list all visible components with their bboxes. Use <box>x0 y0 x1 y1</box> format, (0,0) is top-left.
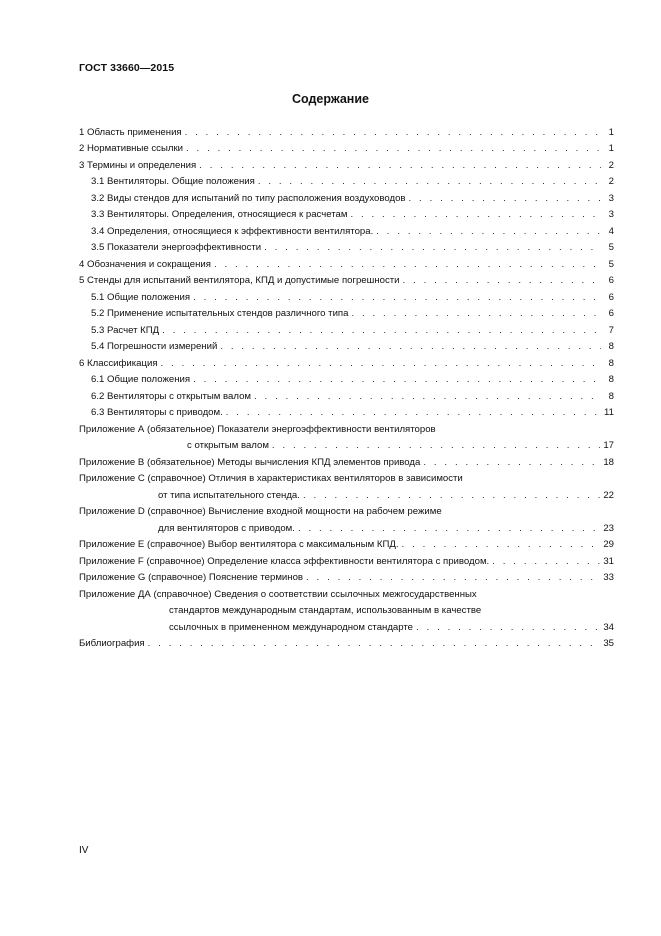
toc-entry-line <box>79 205 614 222</box>
toc-page-number: 8 <box>608 341 614 352</box>
leader-dots <box>226 407 601 419</box>
toc-entry-text: 5.3 Расчет КПД <box>91 324 160 336</box>
toc-entry-line <box>79 155 614 172</box>
toc-entry-line <box>79 551 614 568</box>
toc-entry-line <box>79 485 614 502</box>
toc-page-number: 33 <box>603 572 614 583</box>
toc-entry-text: 3.3 Вентиляторы. Определения, относящиеся к расчетам <box>91 209 348 220</box>
leader-dots <box>350 209 601 221</box>
toc-entry-line <box>79 601 614 618</box>
toc-entry-text: Приложение G (справочное) Пояснение терминов <box>79 572 304 583</box>
toc-entry-line <box>79 386 614 403</box>
toc-entry-text: 5.2 Применение испытательных стендов различного типа <box>91 308 349 319</box>
toc-entry-line <box>79 139 614 156</box>
toc-page-number: 31 <box>603 555 614 567</box>
toc-page-number: 1 <box>608 143 614 154</box>
leader-dots <box>409 193 601 205</box>
page-title: Содержание <box>291 92 369 106</box>
toc-entry-text: 6 Классификация <box>79 357 158 369</box>
toc-entry-text: 6.2 Вентиляторы с открытым валом <box>91 390 252 402</box>
toc-entry-text: 3.2 Виды стендов для испытаний по типу расположения воздуховодов <box>91 192 406 204</box>
toc-entry-text: 2 Нормативные ссылки <box>79 143 184 154</box>
toc-page-number: 2 <box>608 176 614 187</box>
toc-entry-line <box>79 287 614 304</box>
leader-dots <box>376 226 601 238</box>
leader-dots <box>264 242 601 254</box>
toc-entry-line <box>79 403 614 420</box>
leader-dots <box>403 275 601 287</box>
toc-page-number: 6 <box>608 291 614 303</box>
toc-entry-text: 5 Стенды для испытаний вентилятора, КПД и допустимые погрешности <box>79 275 400 286</box>
toc-page-number: 5 <box>608 258 614 270</box>
toc-entry-text: ссылочных в примененном международном стандарте <box>169 621 414 633</box>
toc-entry-line <box>79 617 614 634</box>
toc-entry-line <box>79 436 614 453</box>
toc-entry-line <box>79 172 614 189</box>
toc-entry-line <box>79 337 614 354</box>
toc-entry-text: 3 Термины и определения <box>79 159 197 171</box>
toc-entry-text: Приложение D (справочное) Вычисление входной мощности на рабочем режиме <box>79 506 442 517</box>
toc-entry-line <box>79 419 614 436</box>
toc-entry-line <box>79 502 614 519</box>
leader-dots <box>306 572 600 584</box>
toc-entry-text: Приложение В (обязательное) Методы вычисления КПД элементов привода <box>79 456 421 468</box>
toc-page-number: 1 <box>608 126 614 138</box>
leader-dots <box>193 374 601 386</box>
leader-dots <box>423 457 600 469</box>
toc-entry-text: 3.5 Показатели энергоэффективности <box>91 242 262 253</box>
toc-entry-line <box>79 353 614 370</box>
toc-entry-text: Приложение С (справочное) Отличия в характеристиках вентиляторов в зависимости <box>79 473 463 484</box>
toc-entry-text: Приложение F (справочное) Определение класса эффективности вентилятора с приводом. <box>79 555 490 567</box>
toc-entry-line <box>79 320 614 337</box>
toc-entry-text: Приложение А (обязательное) Показатели энергоэффективности вентиляторов <box>79 423 436 435</box>
leader-dots <box>298 523 600 535</box>
toc-page-number: 4 <box>608 225 614 237</box>
toc-entry-text: от типа испытательного стенда. <box>158 489 300 501</box>
leader-dots <box>402 539 601 551</box>
toc-page-number: 11 <box>604 407 614 418</box>
leader-dots <box>161 358 601 370</box>
toc-entry-line <box>79 238 614 255</box>
leader-dots <box>162 325 601 337</box>
toc-page-number: 5 <box>608 242 614 253</box>
toc-page-number: 22 <box>603 489 614 501</box>
table-of-contents <box>79 122 614 650</box>
toc-page-number: 6 <box>608 275 614 286</box>
toc-entry-line <box>79 188 614 205</box>
toc-entry-line <box>79 370 614 387</box>
toc-page-number: 17 <box>603 440 614 451</box>
toc-entry-line <box>79 271 614 288</box>
leader-dots <box>258 176 601 188</box>
leader-dots <box>220 341 601 353</box>
document-code: ГОСТ 33660—2015 <box>79 62 175 74</box>
toc-entry-line <box>79 452 614 469</box>
toc-entry-text: стандартов международным стандартам, использованным в качестве <box>169 605 482 616</box>
page-number: IV <box>79 845 89 856</box>
toc-entry-text: 6.1 Общие положения <box>91 374 191 385</box>
toc-entry-text: 1 Область применения <box>79 126 182 138</box>
toc-page-number: 8 <box>608 374 614 385</box>
leader-dots <box>148 638 601 650</box>
toc-entry-text: 3.4 Определения, относящиеся к эффективности вентилятора. <box>91 225 374 237</box>
toc-entry-line <box>79 221 614 238</box>
leader-dots <box>199 160 601 172</box>
toc-entry-line <box>79 304 614 321</box>
leader-dots <box>214 259 601 271</box>
toc-entry-text: Библиография <box>79 638 145 649</box>
toc-entry-line <box>79 535 614 552</box>
leader-dots <box>351 308 601 320</box>
toc-entry-text: 5.1 Общие положения <box>91 291 191 303</box>
leader-dots <box>254 391 601 403</box>
toc-page-number: 8 <box>608 357 614 369</box>
toc-page-number: 3 <box>608 192 614 204</box>
toc-page-number: 8 <box>608 390 614 402</box>
toc-entry-line <box>79 634 614 651</box>
toc-entry-text: 3.1 Вентиляторы. Общие положения <box>91 176 255 187</box>
leader-dots <box>303 490 600 502</box>
toc-entry-text: Приложение Е (справочное) Выбор вентилятора с максимальным КПД. <box>79 539 399 550</box>
toc-entry-line <box>79 469 614 486</box>
toc-entry-text: Приложение ДА (справочное) Сведения о соответствии ссылочных межгосударственных <box>79 588 477 600</box>
toc-entry-line <box>79 254 614 271</box>
leader-dots <box>186 143 601 155</box>
toc-entry-line <box>79 518 614 535</box>
toc-entry-text: для вентиляторов с приводом. <box>158 522 295 534</box>
toc-entry-line <box>79 568 614 585</box>
leader-dots <box>272 440 600 452</box>
leader-dots <box>193 292 601 304</box>
toc-page-number: 7 <box>608 324 614 336</box>
toc-page-number: 35 <box>603 638 614 649</box>
toc-page-number: 29 <box>603 539 614 550</box>
toc-entry-text: с открытым валом <box>187 440 269 451</box>
toc-page-number: 2 <box>608 159 614 171</box>
toc-page-number: 18 <box>603 456 614 468</box>
leader-dots <box>185 127 601 139</box>
leader-dots <box>492 556 600 568</box>
toc-entry-text: 4 Обозначения и сокращения <box>79 258 211 270</box>
toc-entry-line <box>79 122 614 139</box>
toc-page-number: 23 <box>603 522 614 534</box>
toc-page-number: 34 <box>603 621 614 633</box>
toc-entry-text: 6.3 Вентиляторы с приводом. <box>91 407 223 418</box>
toc-page-number: 6 <box>608 308 614 319</box>
toc-entry-line <box>79 584 614 601</box>
toc-page-number: 3 <box>608 209 614 220</box>
leader-dots <box>416 622 600 634</box>
toc-entry-text: 5.4 Погрешности измерений <box>91 341 218 352</box>
